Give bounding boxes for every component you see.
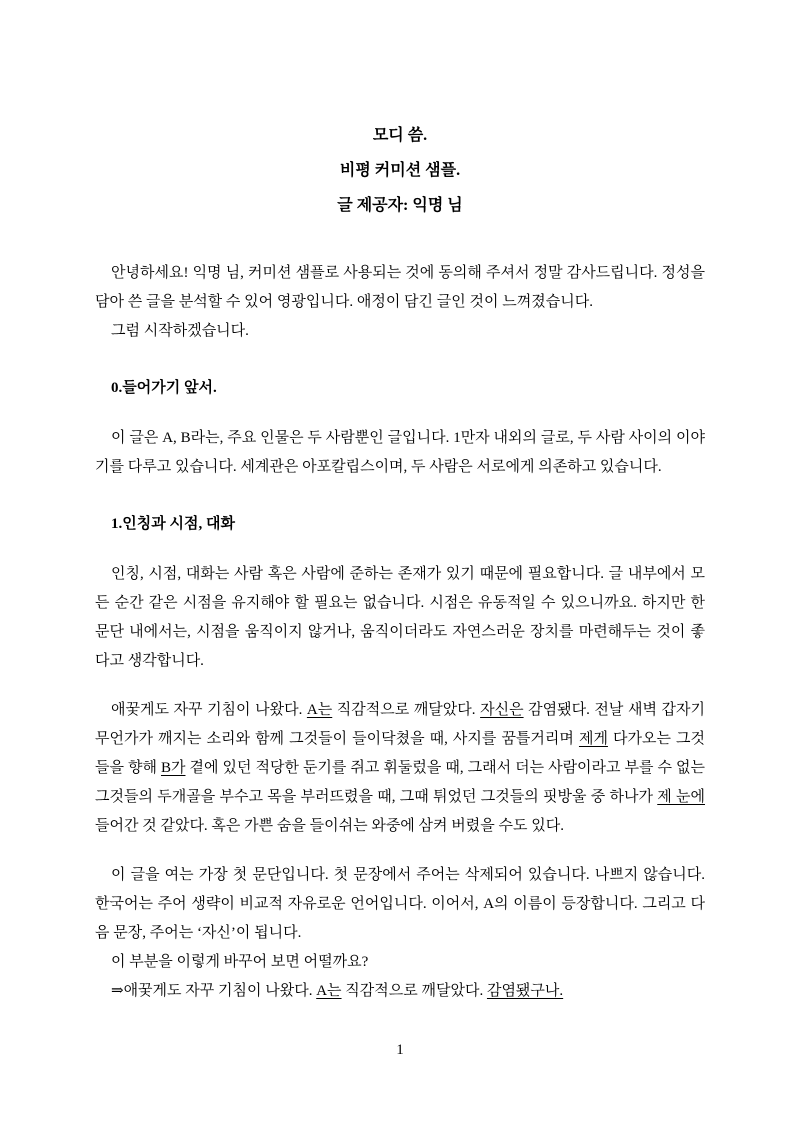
plain-text: 직감적으로 깨달았다. (341, 983, 487, 999)
quoted-excerpt-paragraph (95, 696, 705, 841)
section-0-paragraph: 이 글은 A, B라는, 주요 인물은 두 사람뿐인 글입니다. 1만자 내외의 글로, 두 사람 사이의 이야기를 다루고 있습니다. 세계관은 아포칼립스이며, 두 사람은 서로에게 의존하고 있습니다. (95, 430, 705, 475)
doc-title-subject: 비평 커미션 샘플. (339, 162, 461, 179)
plain-text: 애꿎게도 자꾸 기침이 나왔다. (111, 702, 307, 718)
underlined-text: 자신은 (480, 702, 524, 718)
section-0-heading: 0.들어가기 앞서. (111, 380, 217, 396)
plain-text: 들어간 것 같았다. 혹은 가쁜 숨을 들이쉬는 와중에 삼켜 버렸을 수도 있다. (95, 818, 564, 834)
underlined-text: A는 (306, 702, 333, 718)
underlined-text: 제게 (578, 731, 608, 747)
analysis-paragraph: 이 글을 여는 가장 첫 문단입니다. 첫 문장에서 주어는 삭제되어 있습니다. 나쁘지 않습니다. 한국어는 주어 생략이 비교적 자유로운 언어입니다. 이어서, A의 이름이 등장합니다. 그리고 다음 문장, 주어는 ‘자신’이 됩니다. (95, 867, 705, 941)
plain-text: ⇒애꿎게도 자꾸 기침이 나왔다. (111, 983, 317, 999)
doc-title-author: 모디 씀. (372, 127, 428, 144)
doc-title-provider: 글 제공자: 익명 님 (337, 197, 463, 214)
underlined-text: 제 눈에 (657, 789, 705, 805)
intro-paragraph: 안녕하세요! 익명 님, 커미션 샘플로 사용되는 것에 동의해 주셔서 정말 감사드립니다. 정성을 담아 쓴 글을 분석할 수 있어 영광입니다. 애정이 담긴 글인 것이 느껴졌습니다. (95, 265, 705, 310)
intro-start-line: 그럼 시작하겠습니다. (111, 323, 249, 339)
rewrite-suggestion-line (95, 977, 705, 1006)
plain-text: 감염됐다. 전날 새벽 갑자기 무언가가 깨지는 소리와 함께 그것들이 들이닥쳤을 때, 사지를 꿈틀거리며 (95, 702, 705, 747)
underlined-text: 감염됐구나. (486, 983, 564, 999)
underlined-text: A는 (316, 983, 342, 999)
plain-text: 곁에 있던 적당한 둔기를 쥐고 휘둘렀을 때, 그래서 더는 사람이라고 부를 수 없는 그것들의 두개골을 부수고 목을 부러뜨렸을 때, 그때 튀었던 그것들의 핏방울 중 하나가 (95, 760, 705, 805)
plain-text: 다가오는 그것들을 향해 (95, 731, 705, 776)
underlined-text: B가 (160, 760, 186, 776)
section-1-heading: 1.인칭과 시점, 대화 (111, 516, 235, 532)
document-title-block (95, 118, 705, 223)
page-number: 1 (396, 1042, 404, 1058)
question-line: 이 부분을 이렇게 바꾸어 보면 어떨까요? (111, 954, 369, 970)
plain-text: 직감적으로 깨달았다. (332, 702, 481, 718)
section-1-paragraph: 인칭, 시점, 대화는 사람 혹은 사람에 준하는 존재가 있기 때문에 필요합니다. 글 내부에서 모든 순간 같은 시점을 유지해야 할 필요는 없습니다. 시점은 유동적일 수 있으니까요. 하지만 한 문단 내에서는, 시점을 움직이지 않거나, 움직이더라도 자연스러운 장치를 마련해두는 것이 좋다고 생각합니다. (95, 566, 705, 669)
